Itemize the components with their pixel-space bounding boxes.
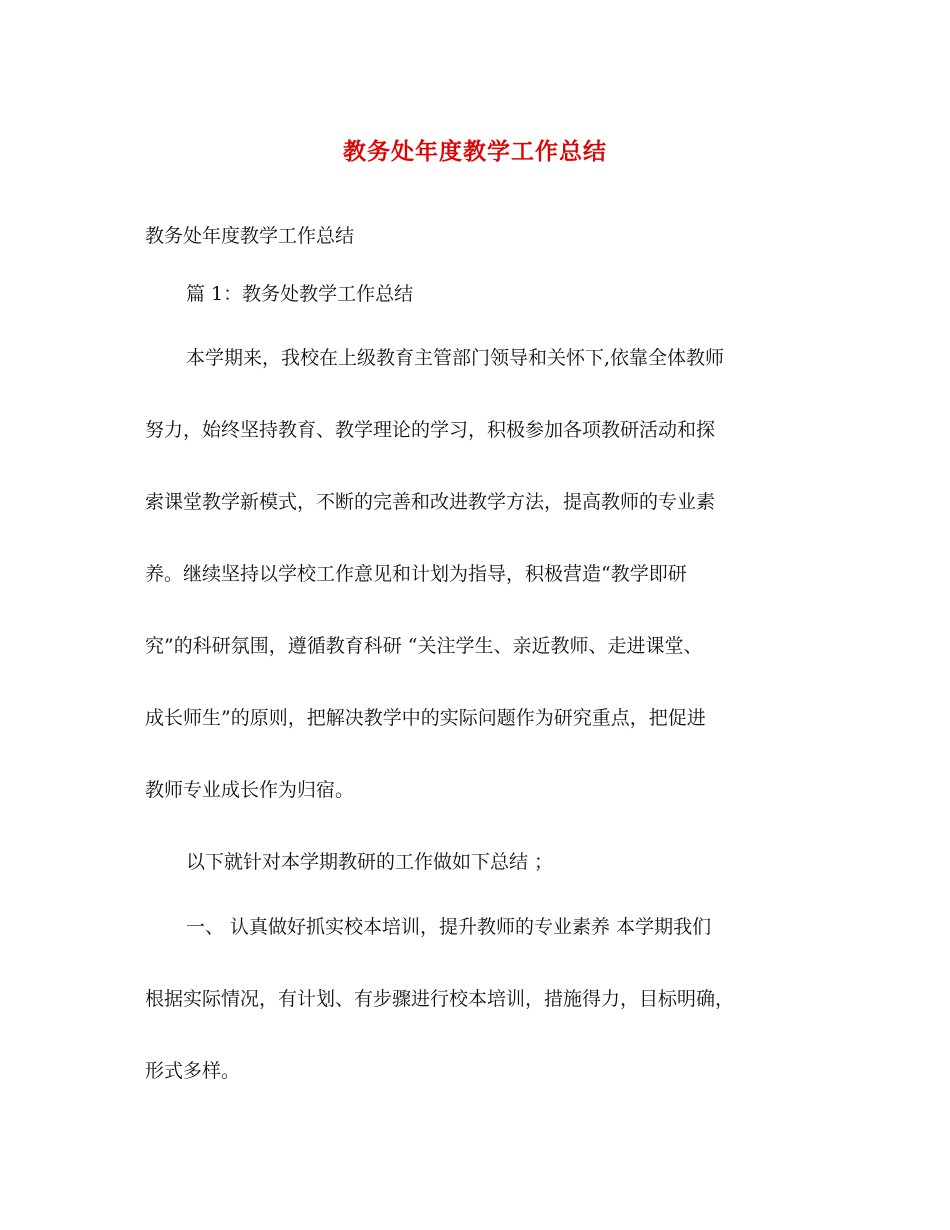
paragraph-1 bbox=[145, 322, 805, 826]
paragraph-3-line: 根据实际情况，有计划、有步骤进行校本培训，措施得力，目标明确， bbox=[145, 988, 735, 1010]
paragraph-1-line: 本学期来，我校在上级教育主管部门领导和关怀下,依靠全体教师 bbox=[186, 347, 725, 369]
chapter-heading-text: 篇 1：教务处教学工作总结 bbox=[186, 283, 414, 305]
paragraph-1-line: 究”的科研氛围，遵循教育科研 “关注学生、亲近教师、走进课堂、 bbox=[145, 635, 703, 657]
paragraph-2 bbox=[145, 826, 805, 898]
paragraph-2-line: 以下就针对本学期教研的工作做如下总结 ； bbox=[186, 851, 554, 873]
chapter-heading bbox=[145, 258, 805, 330]
paragraph-1-line: 养。继续坚持以学校工作意见和计划为指导，积极营造“教学即研 bbox=[145, 563, 687, 585]
document-title: 教务处年度教学工作总结 bbox=[343, 138, 607, 165]
paragraph-1-line: 努力，始终坚持教育、教学理论的学习，积极参加各项教研活动和探 bbox=[145, 419, 716, 441]
paragraph-1-line: 索课堂教学新模式，不断的完善和改进教学方法，提高教师的专业素 bbox=[145, 491, 716, 513]
paragraph-3-line: 一、 认真做好抓实校本培训，提升教师的专业素养 本学期我们 bbox=[186, 916, 712, 938]
document-subtitle: 教务处年度教学工作总结 bbox=[145, 225, 355, 247]
paragraph-3-line: 形式多样。 bbox=[145, 1060, 241, 1082]
paragraph-1-line: 成长师生”的原则，把解决教学中的实际问题作为研究重点，把促进 bbox=[145, 707, 706, 729]
paragraph-3 bbox=[145, 891, 805, 1107]
paragraph-1-line: 教师专业成长作为归宿。 bbox=[145, 779, 355, 801]
